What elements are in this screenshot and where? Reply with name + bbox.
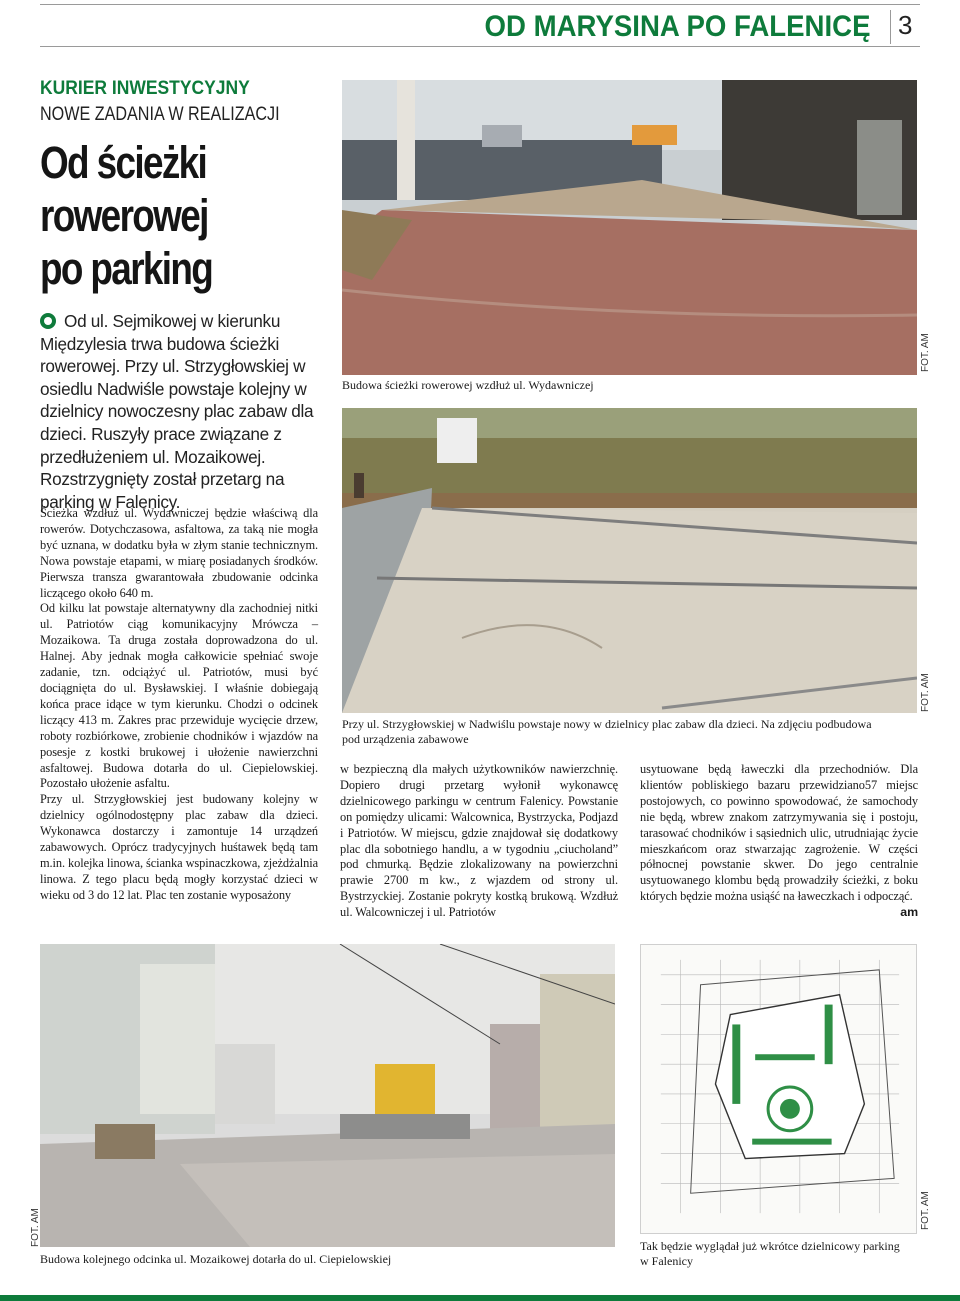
photo-credit: FOT. AM xyxy=(30,1208,41,1247)
header-rule xyxy=(40,46,920,47)
photo-credit: FOT. AM xyxy=(920,1191,931,1230)
road-construction-image xyxy=(40,944,615,1247)
body-column-1 xyxy=(40,506,318,904)
bike-path-image xyxy=(342,80,917,375)
subkicker: NOWE ZADANIA W REALIZACJI xyxy=(40,104,280,125)
headline xyxy=(40,136,302,295)
author-signature: am xyxy=(900,905,918,920)
headline-line: po parking xyxy=(40,243,213,294)
photo-credit: FOT. AM xyxy=(920,673,931,712)
parking-plan-image xyxy=(641,945,916,1233)
section-title: OD MARYSINA PO FALENICĘ xyxy=(484,10,870,43)
headline-line: Od ścieżki xyxy=(40,137,207,188)
photo-caption: Tak będzie wyglądał już wkrótce dzielnicowy parking w Falenicy xyxy=(640,1239,900,1268)
body-paragraph: Ścieżka wzdłuż ul. Wydawniczej będzie właściwą dla rowerów. Dotychczasowa, asfaltowa, za taką nie mogła być uznana, w dodatku była w złym stanie technicznym. Nowa powstaje etapami, w miarę posiadanych środków. Pierwsza transza gwarantowała zbudowanie odcinka liczącego około 640 m. xyxy=(40,506,318,600)
photo-playground xyxy=(342,408,917,713)
photo-road-construction xyxy=(40,944,615,1247)
photo-caption: Przy ul. Strzygłowskiej w Nadwiślu powstaje nowy w dzielnicy plac zabaw dla dzieci. Na zdjęciu podbudowa pod urządzenia zabawowe xyxy=(342,717,872,746)
body-column-2 xyxy=(340,762,618,921)
page-number: 3 xyxy=(898,10,913,40)
photo-caption: Budowa kolejnego odcinka ul. Mozaikowej dotarła do ul. Ciepielowskiej xyxy=(40,1252,392,1266)
kicker: KURIER INWESTYCYJNY xyxy=(40,78,250,99)
top-rule xyxy=(40,4,920,5)
bullet-icon xyxy=(40,313,56,329)
lead-text: Od ul. Sejmikowej w kierunku Międzylesia trwa budowa ścieżki rowerowej. Przy ul. Strzygłowskiej w osiedlu Nadwiśle powstaje kolejny w dzielnicy nowoczesny plac zabaw dla dzieci. Ruszyły prace związane z przedłużeniem ul. Mozaikowej. Rozstrzygnięty został przetarg na parking w Falenicy. xyxy=(40,311,314,512)
photo-parking-plan xyxy=(640,944,917,1234)
body-paragraph: w bezpieczną dla małych użytkowników nawierzchnię. Dopiero drugi przetarg wyłonił wykonawcę dzielnicowego parkingu w centrum Falenicy. Powstanie on pomiędzy ulicami: Walcownica, Bystrzycka, Podjazd i Patriotów. W miejscu, gdzie znajdował się dodatkowy plac dla sobotniego handlu, a w tygodniu „ciucholand” pod chmurką. Będzie zlokalizowany na powierzchni prawie 2700 m kw., z wjazdem od strony ul. Bystrzyckiej. Zostanie pokryty kostką brukową. Wzdłuż ul. Walcowniczej i ul. Patriotów xyxy=(340,762,618,920)
body-paragraph xyxy=(640,762,918,920)
headline-line: rowerowej xyxy=(40,190,208,241)
body-text: usytuowane będą ławeczki dla przechodniów. Dla klientów pobliskiego bazaru przewidziano57 miejsc postojowych, co powinno spowodować, że samochody nie będą, wbrew znakom zatrzymywania się i postoju, tarasować chodników i sąsiednich ulic, utrudniając życie mieszkańcom oraz stwarzając zagrożenie. W części północnej powstanie skwer. Do jego centralnie usytuowanego klombu będą prowadziły ścieżki, z boku których będzie można usiąść na ławeczkach i odpocząć. xyxy=(640,762,918,904)
lead-paragraph xyxy=(40,310,330,513)
bottom-bar xyxy=(0,1295,960,1301)
photo-caption: Budowa ścieżki rowerowej wzdłuż ul. Wydawniczej xyxy=(342,378,594,392)
page-number-divider xyxy=(890,10,891,44)
photo-credit: FOT. AM xyxy=(920,333,931,372)
photo-bike-path xyxy=(342,80,917,375)
playground-image xyxy=(342,408,917,713)
body-paragraph: Od kilku lat powstaje alternatywny dla zachodniej nitki ul. Patriotów ciąg komunikacyjny Mrówcza – Mozaikowa. Ta druga została doprowadzona do ul. Halnej. Aby jednak mogła całkowicie spełniać swoje zadanie, tzn. odciążyć ul. Patriotów, musi być dociągnięta do ul. Bysławskiej. I właśnie dobiegają końca prace idące w tym kierunku. Chodzi o odcinek liczący 413 m. Zakres prac przewiduje wycięcie drzew, roboty rozbiórkowe, zrobienie chodników i wjazdów na posesje z kostki brukowej i ułożenie nawierzchni asfaltowej. Budowa dotarła do ul. Ciepielowskiej. Pozostało ułożenie asfaltu. xyxy=(40,601,318,791)
body-column-3 xyxy=(640,762,918,921)
body-paragraph: Przy ul. Strzygłowskiej jest budowany kolejny w dzielnicy ogólnodostępny plac zabaw dla dzieci. Wykonawca dostarczy i zamontuje 14 urządzeń zabawowych. Oprócz tradycyjnych huśtawek będą tam m.in. kolejka linowa, ścianka wspinaczkowa, zjeżdżalnia linowa. Z tego placu będą mogły korzystać dzieci w wieku od 3 do 12 lat. Plac ten zostanie wyposażony xyxy=(40,792,318,902)
